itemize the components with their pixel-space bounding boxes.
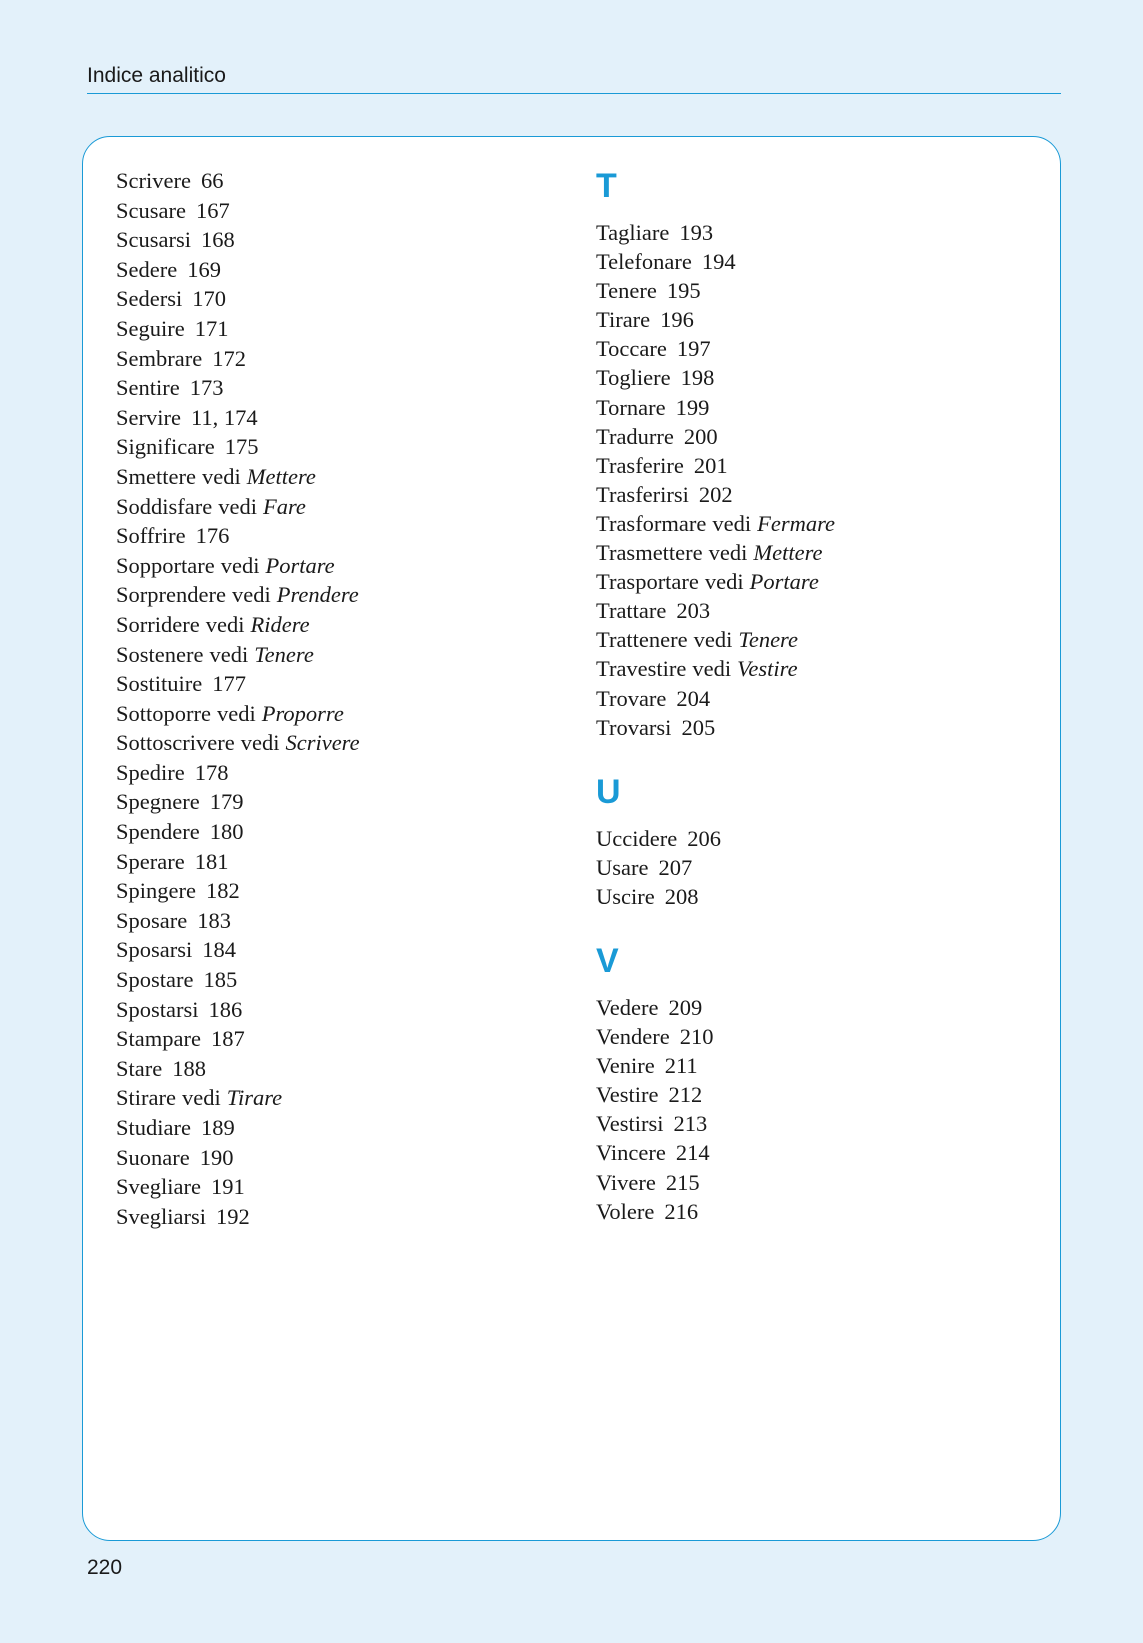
index-entry-word: Venire [596,1053,655,1079]
index-entry [116,1172,360,1202]
index-entry-page: 197 [676,336,711,362]
index-entry-cross-reference: Proporre [261,700,344,726]
index-entry-word: Spendere [116,819,200,845]
index-entry-word: Significare [116,434,215,460]
index-entry-word: Scrivere [116,168,191,193]
index-entry [596,853,835,882]
index-entry-page: 172 [212,345,246,371]
index-entry-page: 204 [676,685,711,711]
index-entry-vedi: vedi [231,582,271,608]
index-entry-word: Stampare [116,1026,201,1052]
index-entry-page: 211 [664,1053,698,1079]
index-entry-word: Svegliarsi [116,1203,206,1229]
index-entry-page: 209 [668,994,703,1020]
index-section [596,772,835,911]
index-entry [596,509,835,538]
index-entry-page: 195 [666,278,701,304]
index-entry [116,432,360,462]
index-entry-page: 177 [212,671,247,697]
index-entry-vedi: vedi [181,1085,221,1111]
index-entry-vedi: vedi [205,611,245,637]
index-entry [596,1109,835,1138]
index-entry-page: 202 [698,481,733,507]
index-entry-word: Scusare [116,197,186,223]
index-entry-word: Spegnere [116,789,200,815]
index-entry-word: Sposarsi [116,937,193,963]
index-entry-word: Scusarsi [116,227,191,253]
index-entry-cross-reference: Vestire [737,656,798,682]
index-entry [596,824,835,853]
index-entry-word: Vestire [596,1082,659,1108]
index-entry-word: Stare [116,1055,163,1081]
index-entry-page: 169 [187,256,221,282]
index-section [596,941,835,1226]
index-entry-word: Trovarsi [596,714,672,740]
page-header-title: Indice analitico [87,64,226,87]
index-entry-word: Tagliare [596,220,670,245]
index-entry [596,1080,835,1109]
section-letter-heading: T [596,167,617,205]
index-entry-word: Vestirsi [596,1111,664,1137]
index-entry-word: Spedire [116,759,185,785]
index-entry [596,276,835,305]
index-entry-page: 185 [203,967,238,993]
index-entry-page: 208 [664,883,699,909]
index-entry-word: Tenere [596,278,657,304]
index-entry-word: Sorprendere [116,582,226,608]
index-entry [596,567,835,596]
index-entry-cross-reference: Tenere [254,641,314,667]
index-entry [596,1168,835,1197]
index-entry-word: Sopportare [116,552,215,578]
index-entry-cross-reference: Fare [262,493,306,519]
index-entry-page: 213 [673,1111,708,1137]
index-entry [116,1083,360,1113]
index-entry-page: 191 [210,1174,245,1200]
index-entry-word: Trasportare [596,569,699,595]
index-entry-vedi: vedi [692,656,732,682]
index-entry-vedi: vedi [708,540,748,566]
index-entry-word: Stirare [116,1085,176,1111]
index-entry [116,1024,360,1054]
index-entry-word: Uccidere [596,825,678,851]
index-entry-page: 199 [675,394,710,420]
index-entry-word: Spostare [116,967,194,993]
index-entry [116,403,360,433]
index-entry-page: 178 [194,759,229,785]
index-entry-page: 173 [189,375,224,401]
index-entry [116,1143,360,1173]
index-entry [116,758,360,788]
index-entry-word: Vivere [596,1169,656,1195]
index-entry-vedi: vedi [209,641,249,667]
index-entry [596,1138,835,1167]
index-entry-page: 171 [194,315,229,341]
index-entry-cross-reference: Ridere [250,611,310,637]
index-entry [596,596,835,625]
index-entry-word: Toccare [596,336,667,362]
index-entry-word: Sperare [116,848,185,874]
index-entry [596,684,835,713]
index-entry-word: Sorridere [116,611,200,637]
index-entry [116,462,360,492]
index-entry [596,334,835,363]
index-entry [116,492,360,522]
index-entry-cross-reference: Prendere [276,582,359,608]
index-entry [116,965,360,995]
index-entry-cross-reference: Portare [749,569,819,595]
section-letter-heading: V [596,941,619,980]
index-entry-vedi: vedi [240,730,280,756]
index-entry [596,480,835,509]
index-entry-word: Tradurre [596,423,674,449]
index-entry-word: Sentire [116,375,180,401]
index-entry-word: Spingere [116,878,196,904]
index-entry-page: 192 [216,1203,250,1229]
index-entry-page: 190 [199,1144,234,1170]
index-column-right [596,166,835,1226]
index-entry [116,669,360,699]
index-entry-vedi: vedi [217,700,256,726]
index-entry-word: Spostarsi [116,996,199,1022]
index-entry-word: Vedere [596,994,659,1020]
index-entry-page: 193 [679,220,714,245]
index-entry [596,1022,835,1051]
index-entry-page: 196 [660,307,694,333]
index-entry-word: Uscire [596,883,655,909]
index-entry-vedi: vedi [218,493,257,519]
index-entry-word: Trasmettere [596,540,703,566]
index-entry-cross-reference: Mettere [246,463,316,489]
index-entry [116,817,360,847]
index-entry-word: Trasferire [596,452,684,478]
index-entry-page: 170 [192,286,226,312]
index-entry-page: 203 [676,598,711,624]
index-entry [116,225,360,255]
index-entry [596,882,835,911]
index-entry [596,218,835,247]
index-entry [116,699,360,729]
index-entry-page: 207 [658,854,693,880]
index-entry [116,935,360,965]
index-entry-word: Smettere [116,463,196,489]
index-entry-word: Sostituire [116,671,203,697]
index-entry [116,521,360,551]
index-entry-cross-reference: Tenere [738,627,798,653]
index-entry [596,993,835,1022]
index-entry [596,422,835,451]
index-entry-cross-reference: Fermare [757,510,836,536]
index-entry-page: 214 [675,1140,710,1166]
index-entry [116,787,360,817]
index-entry [116,1054,360,1084]
index-entry-page: 215 [665,1169,700,1195]
index-entry-page: 181 [194,848,229,874]
index-entry-word: Seguire [116,315,185,341]
index-entry-vedi: vedi [712,510,752,536]
index-entry-page: 216 [664,1198,699,1224]
index-entry-page: 200 [683,423,718,449]
index-entry-page: 183 [197,907,231,933]
index-entry-word: Volere [596,1198,655,1224]
index-entry-word: Sedersi [116,286,183,312]
index-entry-cross-reference: Portare [265,552,335,578]
index-entry-word: Trasferirsi [596,481,689,507]
index-entry-page: 198 [680,365,715,391]
index-entry-word: Usare [596,854,649,880]
page-number: 220 [87,1556,123,1579]
index-entry [116,166,360,196]
index-entry-word: Soffrire [116,523,186,549]
index-entry [596,363,835,392]
index-entry-word: Trattare [596,598,667,624]
index-entry-word: Trasformare [596,510,707,536]
index-column-left [116,166,360,1231]
index-entry [116,610,360,640]
index-entry-page: 206 [687,825,721,851]
index-entry-page: 176 [195,523,230,549]
index-entry-page: 194 [701,249,736,275]
index-entry-page: 167 [195,197,230,223]
index-entry-page: 186 [208,996,243,1022]
index-entry-word: Togliere [596,365,671,391]
index-entry [596,1051,835,1080]
index-entry [116,876,360,906]
index-entry-page: 175 [224,434,259,460]
index-entry-word: Sottoporre [116,700,211,726]
index-entry [116,847,360,877]
index-entry-page: 210 [679,1024,714,1050]
index-entry-word: Telefonare [596,249,692,275]
index-entry [116,314,360,344]
index-entry-cross-reference: Scrivere [285,730,360,756]
index-entry [116,906,360,936]
index-entry [116,995,360,1025]
index-entry [116,196,360,226]
index-entry [116,551,360,581]
index-entry-word: Trovare [596,685,667,711]
index-entry [116,728,360,758]
index-entry-page: 182 [205,878,240,904]
header-divider [87,93,1061,94]
index-entry-vedi: vedi [220,552,260,578]
section-letter-heading: U [596,772,621,811]
index-entry-page: 168 [201,227,235,253]
index-entry-page: 212 [668,1082,703,1108]
index-entry-word: Soddisfare [116,493,213,519]
index-entry-vedi: vedi [693,627,733,653]
index-entry [116,640,360,670]
index-entry-page: 187 [210,1026,245,1052]
index-entry-word: Travestire [596,656,687,682]
index-entry-vedi: vedi [704,569,744,595]
index-entry-word: Suonare [116,1144,190,1170]
index-entry-page: 189 [200,1115,235,1140]
index-entry-word: Vincere [596,1140,666,1166]
index-entry-word: Sottoscrivere [116,730,235,756]
index-entry-page: 180 [209,819,244,845]
index-entry [596,538,835,567]
index-entry-word: Trattenere [596,627,688,653]
index-entry [116,284,360,314]
index-entry-word: Svegliare [116,1174,201,1200]
index-entry [596,247,835,276]
index-entry [596,713,835,742]
index-entry [116,1113,360,1143]
index-entry [596,625,835,654]
index-entry-word: Sembrare [116,345,203,371]
index-entry [116,344,360,374]
index-entry-word: Tirare [596,307,651,333]
index-entry [116,255,360,285]
index-entry-page: 201 [693,452,728,478]
index-entry-page: 184 [202,937,237,963]
index-entry-word: Studiare [116,1115,191,1140]
index-section [596,166,835,742]
index-entry-cross-reference: Tirare [226,1085,283,1111]
index-entry-page: 11, 174 [190,404,258,430]
index-entry-word: Sposare [116,907,188,933]
index-entry [116,580,360,610]
index-entry [596,451,835,480]
index-entry-vedi: vedi [201,463,241,489]
index-entry-word: Sedere [116,256,178,282]
index-entry-word: Servire [116,404,181,430]
index-entry-word: Tornare [596,394,666,420]
index-entry-page: 179 [209,789,244,815]
index-entry [116,1202,360,1232]
index-entry [596,654,835,683]
index-entry [596,305,835,334]
index-entry-page: 188 [172,1055,206,1081]
index-entry-cross-reference: Mettere [753,540,823,566]
index-entry-word: Vendere [596,1024,670,1050]
index-entry-page: 66 [200,168,224,193]
index-entry-page: 205 [681,714,716,740]
index-entry [116,373,360,403]
index-entry [596,393,835,422]
index-entry-word: Sostenere [116,641,204,667]
index-entry [596,1197,835,1226]
